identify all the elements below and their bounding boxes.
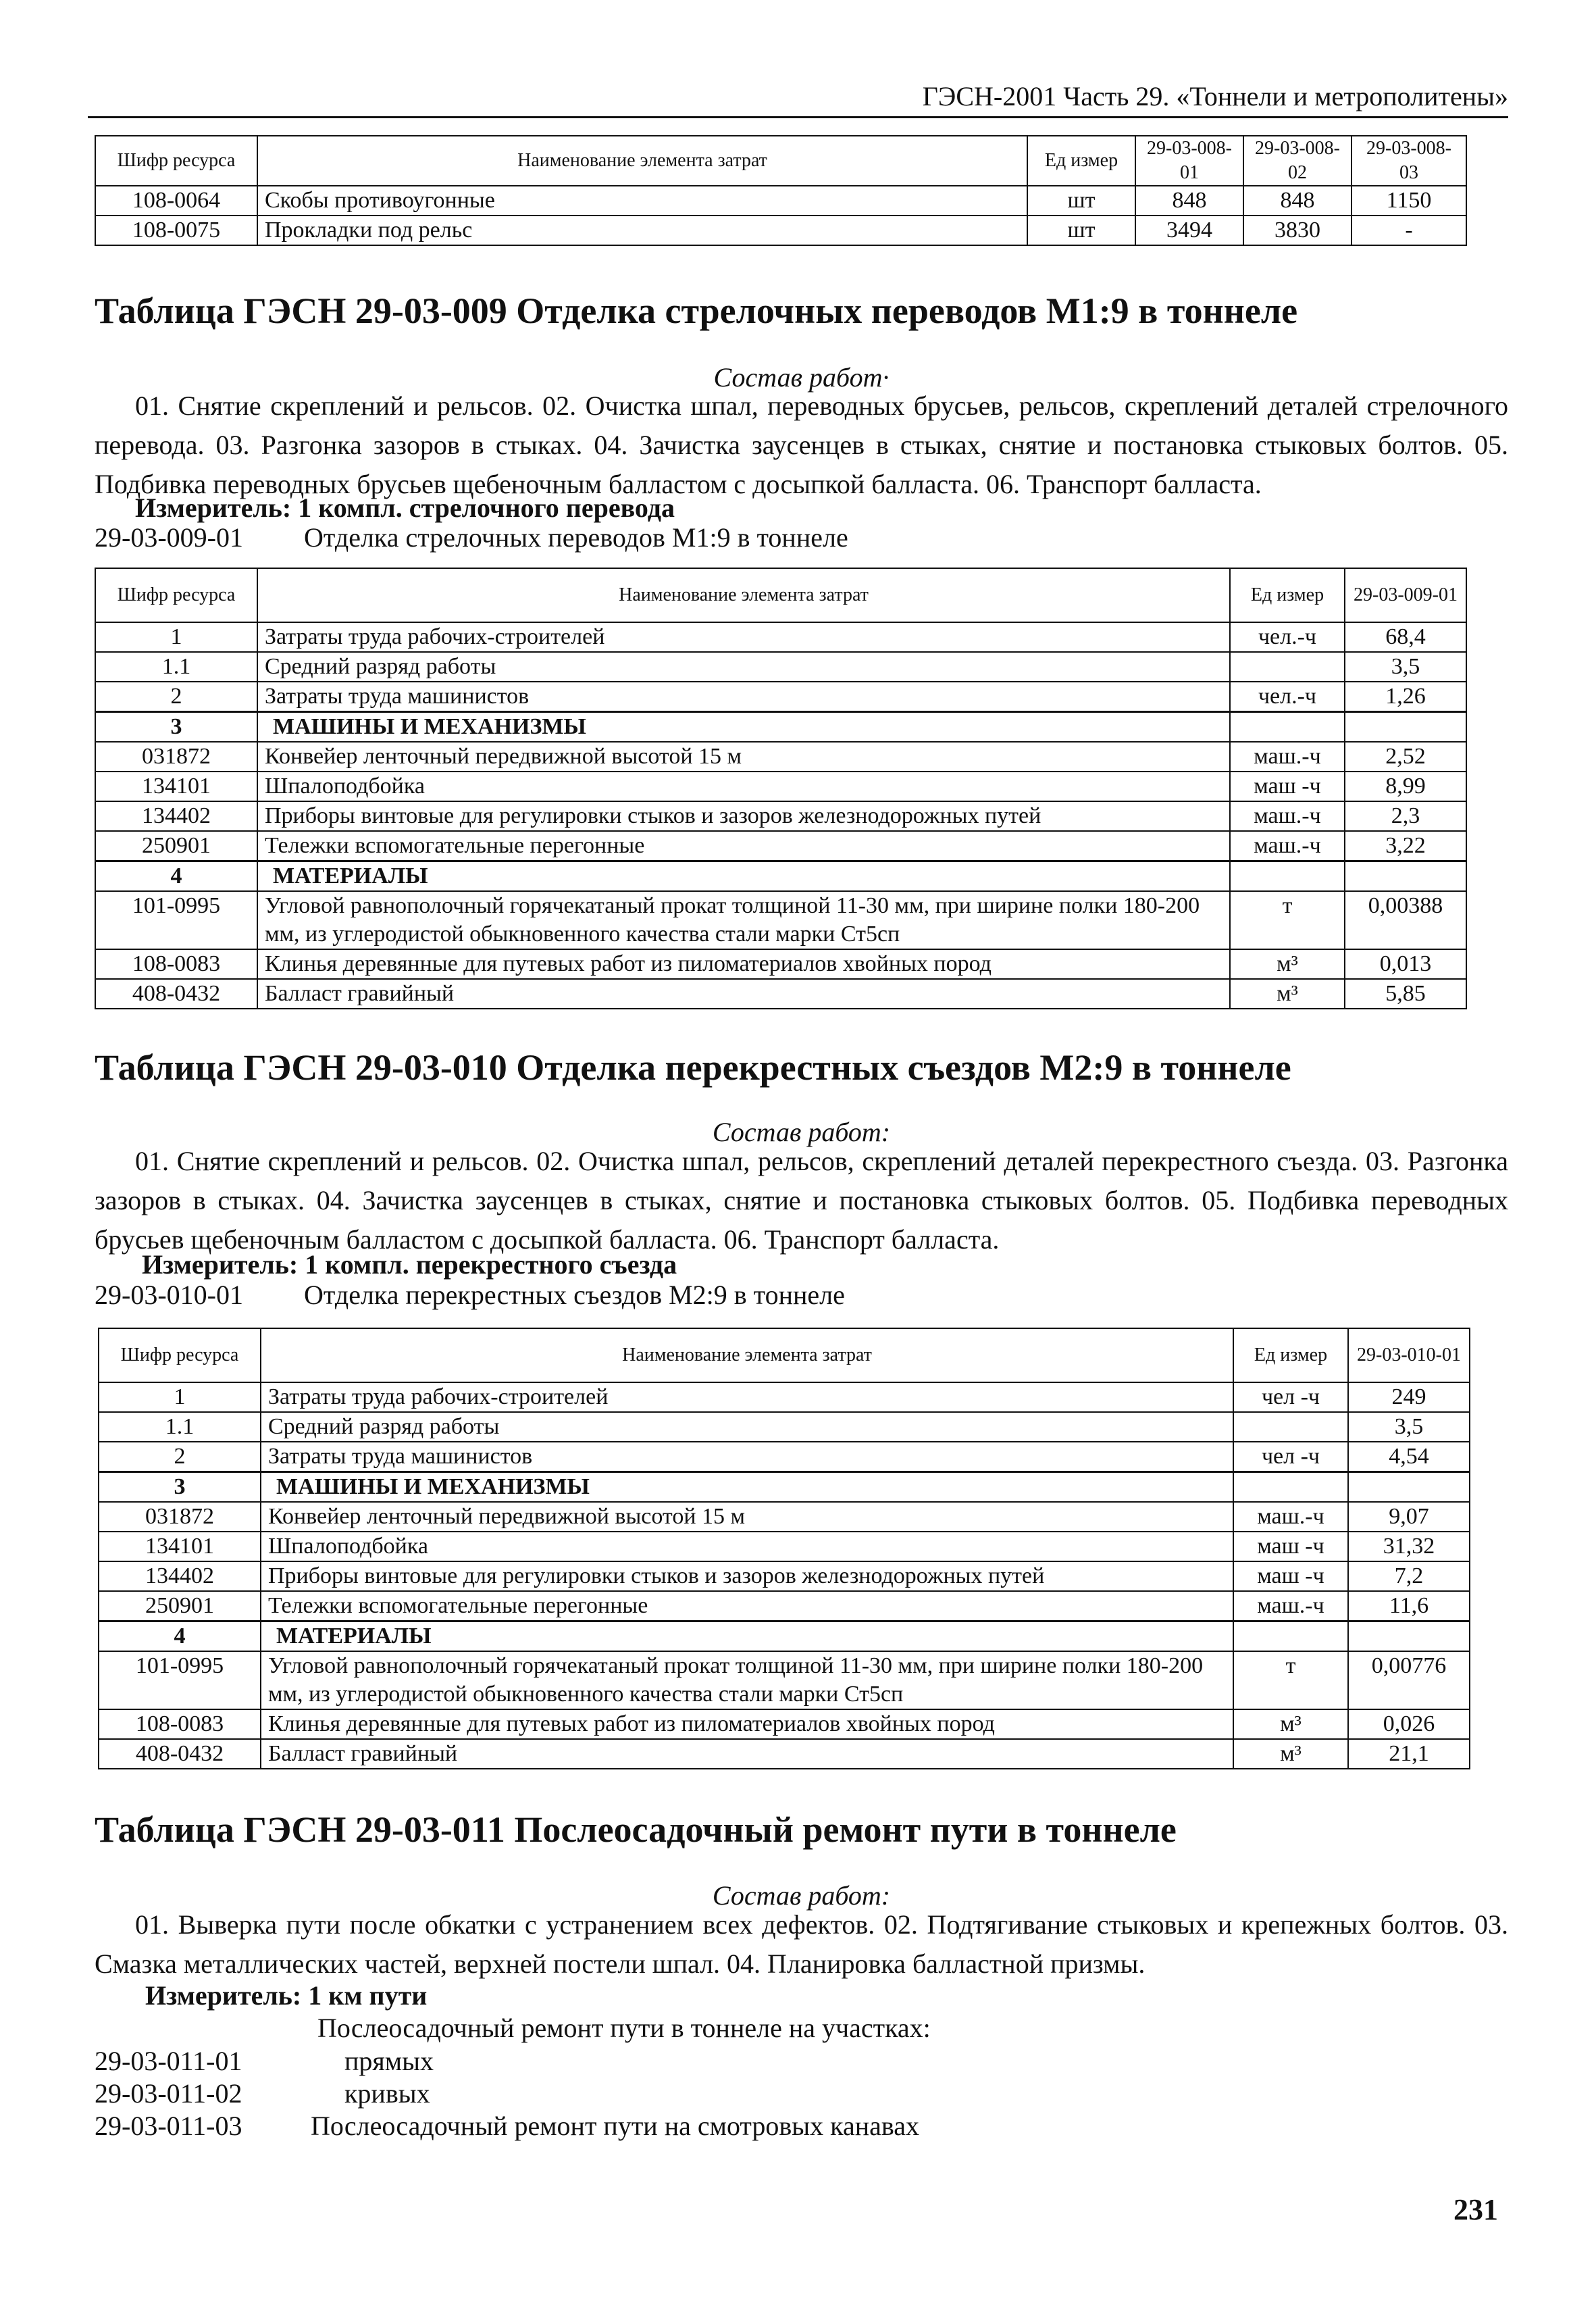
- col-header-code: Шифр ресурса: [99, 1328, 261, 1382]
- resource-name: Угловой равнополочный горячекатаный прокат толщиной 11-30 мм, при ширине полки 180-200 мм, из углеродистой обыкновенного качества стали марки Ст5сп: [261, 1651, 1233, 1709]
- work-code: 29-03-009-01: [95, 522, 243, 553]
- table-row: [95, 772, 1466, 801]
- resource-unit: маш.-ч: [1233, 1591, 1348, 1621]
- norm-value: 3,5: [1345, 652, 1466, 682]
- norm-value: [1345, 712, 1466, 743]
- resource-unit: [1233, 1621, 1348, 1652]
- resource-name: Прокладки под рельс: [257, 216, 1027, 245]
- resource-name: Тележки вспомогательные перегонные: [257, 831, 1230, 861]
- group-row-materials: [99, 1621, 1470, 1652]
- composition-label-011: Состав работ:: [712, 1880, 891, 1911]
- resource-code: 2: [95, 682, 257, 712]
- col-header-norm: 29-03-010-01: [1348, 1328, 1470, 1382]
- norm-value: 0,026: [1348, 1709, 1470, 1739]
- resource-name: Шпалоподбойка: [261, 1532, 1233, 1561]
- resource-name: Клинья деревянные для путевых работ из пиломатериалов хвойных пород: [261, 1709, 1233, 1739]
- resource-code: 108-0075: [95, 216, 257, 245]
- works-intro: Послеосадочный ремонт пути в тоннеле на участках:: [317, 2013, 931, 2043]
- resource-unit: маш.-ч: [1230, 742, 1345, 772]
- work-line-011-03: [95, 2110, 1508, 2142]
- norm-value: 7,2: [1348, 1561, 1470, 1591]
- resource-name: Затраты труда рабочих-строителей: [261, 1382, 1233, 1412]
- section-title-010: Таблица ГЭСН 29-03-010 Отделка перекрестных съездов М2:9 в тоннеле: [95, 1047, 1291, 1088]
- resource-code: 134402: [95, 801, 257, 831]
- resource-name: Приборы винтовые для регулировки стыков и зазоров железнодорожных путей: [261, 1561, 1233, 1591]
- work-code: 29-03-011-03: [95, 2111, 242, 2141]
- resource-code: 1: [95, 622, 257, 652]
- norm-value: 0,00388: [1345, 891, 1466, 949]
- work-name: кривых: [344, 2078, 430, 2109]
- resource-name: Балласт гравийный: [261, 1739, 1233, 1769]
- norm-value: 1,26: [1345, 682, 1466, 712]
- resource-name: Конвейер ленточный передвижной высотой 15 м: [261, 1502, 1233, 1532]
- resource-code: 1.1: [99, 1412, 261, 1442]
- norm-value: 68,4: [1345, 622, 1466, 652]
- table-row: [95, 979, 1466, 1009]
- resource-unit: шт: [1027, 216, 1135, 245]
- page-number: 231: [1453, 2193, 1498, 2226]
- meter-011: Измеритель: 1 км пути: [145, 1980, 428, 2011]
- meter-009: Измеритель: 1 компл. стрелочного перевода: [135, 493, 675, 523]
- group-name: МАТЕРИАЛЫ: [257, 861, 1230, 892]
- col-header-name: Наименование элемента затрат: [261, 1328, 1233, 1382]
- resource-code: 108-0064: [95, 186, 257, 216]
- composition-text-010: 01. Снятие скреплений и рельсов. 02. Очистка шпал, рельсов, скреплений деталей перекрестного съезда. 03. Разгонка зазоров в стыках. 04. Зачистка заусенцев в стыках, снятие и постановка стыковых болтов. 05. Подбивка переводных брусьев щебеночным балластом с досыпкой балласта. 06. Транспорт балласта.: [95, 1146, 1508, 1255]
- col-header-name: Наименование элемента затрат: [257, 136, 1027, 186]
- table-29-03-009: [95, 568, 1467, 1009]
- col-header-norm: 29-03-008-02: [1243, 136, 1352, 186]
- table-row: [95, 801, 1466, 831]
- norm-value: 2,52: [1345, 742, 1466, 772]
- norm-value: 0,013: [1345, 949, 1466, 979]
- group-row-materials: [95, 861, 1466, 892]
- resource-code: 108-0083: [99, 1709, 261, 1739]
- work-line-011-01: [95, 2045, 1508, 2078]
- resource-unit: маш.-ч: [1230, 801, 1345, 831]
- norm-value: 1150: [1352, 186, 1466, 216]
- col-header-unit: Ед измер: [1230, 568, 1345, 622]
- resource-code: 1: [99, 1382, 261, 1412]
- group-name: МАШИНЫ И МЕХАНИЗМЫ: [257, 712, 1230, 743]
- norm-value: [1345, 861, 1466, 892]
- resource-unit: м³: [1230, 949, 1345, 979]
- table-row: [99, 1591, 1470, 1621]
- resource-name: Затраты труда машинистов: [261, 1442, 1233, 1472]
- resource-unit: шт: [1027, 186, 1135, 216]
- work-code: 29-03-011-01: [95, 2046, 242, 2076]
- norm-value: 848: [1243, 186, 1352, 216]
- norm-value: 4,54: [1348, 1442, 1470, 1472]
- group-code: 3: [95, 712, 257, 743]
- resource-name: Конвейер ленточный передвижной высотой 15 м: [257, 742, 1230, 772]
- norm-value: 3,22: [1345, 831, 1466, 861]
- resource-unit: [1230, 712, 1345, 743]
- resource-code: 1.1: [95, 652, 257, 682]
- norm-value: [1348, 1621, 1470, 1652]
- composition-label-010: Состав работ:: [712, 1117, 891, 1147]
- table-row: [99, 1442, 1470, 1472]
- resource-code: 134101: [99, 1532, 261, 1561]
- work-line-009: [95, 522, 1508, 554]
- resource-name: Затраты труда машинистов: [257, 682, 1230, 712]
- resource-code: 134402: [99, 1561, 261, 1591]
- resource-name: Затраты труда рабочих-строителей: [257, 622, 1230, 652]
- table-row: [95, 682, 1466, 712]
- resource-unit: маш.-ч: [1233, 1502, 1348, 1532]
- table-row: [99, 1382, 1470, 1412]
- composition-text-009: 01. Снятие скреплений и рельсов. 02. Очистка шпал, переводных брусьев, рельсов, скреплений деталей стрелочного перевода. 03. Разгонка зазоров в стыках. 04. Зачистка заусенцев в стыках, снятие и постановка стыковых болтов. 05. Подбивка переводных брусьев щебеночным балластом с досыпкой балласта. 06. Транспорт балласта.: [95, 391, 1508, 499]
- col-header-name: Наименование элемента затрат: [257, 568, 1230, 622]
- work-code: 29-03-011-02: [95, 2078, 242, 2109]
- group-name: МАТЕРИАЛЫ: [261, 1621, 1233, 1652]
- table-29-03-008: [95, 135, 1467, 246]
- resource-unit: [1233, 1412, 1348, 1442]
- resource-code: 408-0432: [99, 1739, 261, 1769]
- group-name: МАШИНЫ И МЕХАНИЗМЫ: [261, 1472, 1233, 1503]
- work-line-011-02: [95, 2078, 1508, 2110]
- resource-unit: чел -ч: [1233, 1382, 1348, 1412]
- norm-value: 8,99: [1345, 772, 1466, 801]
- resource-unit: чел.-ч: [1230, 682, 1345, 712]
- col-header-code: Шифр ресурса: [95, 136, 257, 186]
- resource-code: 134101: [95, 772, 257, 801]
- resource-code: 2: [99, 1442, 261, 1472]
- norm-value: 848: [1135, 186, 1243, 216]
- resource-unit: чел -ч: [1233, 1442, 1348, 1472]
- resource-code: 031872: [99, 1502, 261, 1532]
- resource-unit: [1233, 1472, 1348, 1503]
- col-header-unit: Ед измер: [1027, 136, 1135, 186]
- norm-value: 3,5: [1348, 1412, 1470, 1442]
- norm-value: 3494: [1135, 216, 1243, 245]
- composition-label-009: Состав работ·: [713, 362, 890, 393]
- resource-unit: маш -ч: [1230, 772, 1345, 801]
- norm-value: 21,1: [1348, 1739, 1470, 1769]
- resource-name: Тележки вспомогательные перегонные: [261, 1591, 1233, 1621]
- resource-unit: [1230, 652, 1345, 682]
- table-row: [95, 831, 1466, 861]
- work-name: прямых: [344, 2046, 434, 2076]
- composition-text-011: 01. Выверка пути после обкатки с устранением всех дефектов. 02. Подтягивание стыковых и крепежных болтов. 03. Смазка металлических частей, верхней постели шпал. 04. Планировка балластной призмы.: [95, 1909, 1508, 1979]
- norm-value: 5,85: [1345, 979, 1466, 1009]
- resource-unit: м³: [1233, 1709, 1348, 1739]
- resource-code: 101-0995: [95, 891, 257, 949]
- resource-name: Клинья деревянные для путевых работ из пиломатериалов хвойных пород: [257, 949, 1230, 979]
- table-row: [99, 1739, 1470, 1769]
- table-row: [99, 1709, 1470, 1739]
- group-row-machines: [95, 712, 1466, 743]
- col-header-norm: 29-03-008-03: [1352, 136, 1466, 186]
- resource-code: 101-0995: [99, 1651, 261, 1709]
- resource-unit: маш -ч: [1233, 1561, 1348, 1591]
- resource-name: Приборы винтовые для регулировки стыков и зазоров железнодорожных путей: [257, 801, 1230, 831]
- table-row: [95, 742, 1466, 772]
- resource-name: Скобы противоугонные: [257, 186, 1027, 216]
- section-title-009: Таблица ГЭСН 29-03-009 Отделка стрелочных переводов М1:9 в тоннеле: [95, 291, 1298, 331]
- group-code: 3: [99, 1472, 261, 1503]
- resource-name: Шпалоподбойка: [257, 772, 1230, 801]
- norm-value: [1348, 1472, 1470, 1503]
- table-row: [95, 949, 1466, 979]
- table-row: [99, 1412, 1470, 1442]
- resource-unit: маш.-ч: [1230, 831, 1345, 861]
- work-line-010: [95, 1279, 1508, 1311]
- norm-value: 249: [1348, 1382, 1470, 1412]
- resource-unit: т: [1230, 891, 1345, 949]
- table-row: [95, 652, 1466, 682]
- work-code: 29-03-010-01: [95, 1280, 243, 1310]
- resource-unit: чел.-ч: [1230, 622, 1345, 652]
- resource-unit: [1230, 861, 1345, 892]
- table-row: [95, 622, 1466, 652]
- table-row: [95, 186, 1466, 216]
- group-code: 4: [99, 1621, 261, 1652]
- work-name: Послеосадочный ремонт пути на смотровых канавах: [311, 2111, 919, 2141]
- table-29-03-010: [98, 1328, 1470, 1769]
- table-row: [99, 1561, 1470, 1591]
- section-title-011: Таблица ГЭСН 29-03-011 Послеосадочный ремонт пути в тоннеле: [95, 1809, 1177, 1850]
- group-code: 4: [95, 861, 257, 892]
- meter-010: Измеритель: 1 компл. перекрестного съезда: [142, 1249, 677, 1280]
- work-name: Отделка стрелочных переводов М1:9 в тоннеле: [304, 522, 848, 553]
- resource-name: Средний разряд работы: [261, 1412, 1233, 1442]
- resource-name: Средний разряд работы: [257, 652, 1230, 682]
- resource-unit: м³: [1233, 1739, 1348, 1769]
- work-name: Отделка перекрестных съездов М2:9 в тоннеле: [304, 1280, 845, 1310]
- resource-name: Балласт гравийный: [257, 979, 1230, 1009]
- table-row: [95, 216, 1466, 245]
- table-row: [99, 1502, 1470, 1532]
- table-row: [99, 1651, 1470, 1709]
- resource-name: Угловой равнополочный горячекатаный прокат толщиной 11-30 мм, при ширине полки 180-200 мм, из углеродистой обыкновенного качества стали марки Ст5сп: [257, 891, 1230, 949]
- table-row: [95, 891, 1466, 949]
- page-header: ГЭСН-2001 Часть 29. «Тоннели и метрополитены»: [88, 80, 1508, 118]
- col-header-unit: Ед измер: [1233, 1328, 1348, 1382]
- group-row-machines: [99, 1472, 1470, 1503]
- resource-unit: т: [1233, 1651, 1348, 1709]
- norm-value: -: [1352, 216, 1466, 245]
- norm-value: 31,32: [1348, 1532, 1470, 1561]
- col-header-norm: 29-03-009-01: [1345, 568, 1466, 622]
- norm-value: 3830: [1243, 216, 1352, 245]
- norm-value: 2,3: [1345, 801, 1466, 831]
- col-header-code: Шифр ресурса: [95, 568, 257, 622]
- norm-value: 11,6: [1348, 1591, 1470, 1621]
- resource-unit: маш -ч: [1233, 1532, 1348, 1561]
- resource-unit: м³: [1230, 979, 1345, 1009]
- resource-code: 408-0432: [95, 979, 257, 1009]
- norm-value: 9,07: [1348, 1502, 1470, 1532]
- resource-code: 250901: [99, 1591, 261, 1621]
- resource-code: 250901: [95, 831, 257, 861]
- norm-value: 0,00776: [1348, 1651, 1470, 1709]
- resource-code: 108-0083: [95, 949, 257, 979]
- col-header-norm: 29-03-008-01: [1135, 136, 1243, 186]
- resource-code: 031872: [95, 742, 257, 772]
- table-row: [99, 1532, 1470, 1561]
